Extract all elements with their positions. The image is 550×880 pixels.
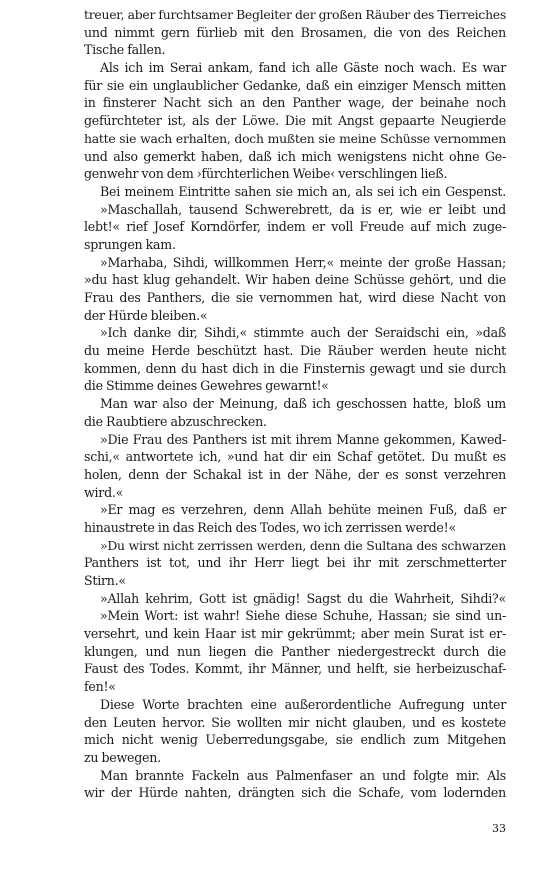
text-line: Tische fallen.: [84, 42, 166, 58]
text-line: schi,« antwortete ich, »und hat dir ein Schaf getötet. Du mußt es: [84, 449, 506, 465]
text-line: »Er mag es verzehren, denn Allah behüte meinen Fuß, daß er: [100, 502, 506, 518]
text-line: holen, denn der Schakal ist in der Nähe, der es sonst verzehren: [84, 466, 506, 482]
text-line: und nimmt gern fürlieb mit den Brosamen, die von des Reichen: [84, 24, 506, 40]
text-line: Stirn.«: [84, 573, 126, 588]
text-line: den Leuten hervor. Sie wollten mir nicht glauben, und es kostete: [84, 714, 506, 730]
text-line: du meine Herde beschützt hast. Die Räuber werden heute nicht: [84, 343, 506, 359]
text-line: zu bewegen.: [84, 749, 161, 765]
text-line: die Raubtiere abzuschrecken.: [84, 413, 267, 429]
text-line: Man war also der Meinung, daß ich geschossen hatte, bloß um: [100, 396, 506, 412]
page-number: 33: [492, 822, 506, 835]
text-line: genwehr von dem ›fürchterlichen Weibe‹ verschlingen ließ.: [84, 166, 448, 182]
text-line: in finsterer Nacht sich an den Panther wage, der beinahe noch: [84, 95, 506, 111]
text-line: »Allah kehrim, Gott ist gnädig! Sagst du die Wahrheit, Sihdi?«: [100, 590, 506, 606]
text-line: »Maschallah, tausend Schwerebrett, da is er, wie er leibt und: [100, 201, 506, 217]
text-line: Faust des Todes. Kommt, ihr Männer, und helft, sie herbeizuschaf-: [84, 661, 506, 677]
text-line: fen!«: [84, 679, 116, 695]
text-line: »Die Frau des Panthers ist mit ihrem Manne gekommen, Kawed-: [100, 431, 506, 447]
text-line: gefürchteter ist, als der Löwe. Die mit Angst gepaarte Neugierde: [84, 113, 506, 129]
text-line: Panthers ist tot, und ihr Herr liegt bei ihr mit zerschmetterter: [84, 555, 506, 571]
text-line: lebt!« rief Josef Korndörfer, indem er voll Freude auf mich zuge-: [84, 219, 506, 235]
text-line: »Mein Wort: ist wahr! Siehe diese Schuhe, Hassan; sie sind un-: [100, 608, 506, 624]
page-text-block: [84, 6, 506, 802]
text-line: Frau des Panthers, die sie vernommen hat, wird diese Nacht von: [84, 290, 506, 305]
text-line: mich nicht wenig Ueberredungsgabe, sie endlich zum Mitgehen: [84, 732, 506, 748]
text-line: treuer, aber furchtsamer Begleiter der großen Räuber des Tierreiches: [84, 7, 506, 22]
text-line: »Marhaba, Sihdi, willkommen Herr,« meinte der große Hassan;: [100, 254, 506, 270]
text-line: versehrt, und kein Haar ist mir gekrümmt; aber mein Surat ist er-: [84, 626, 506, 642]
text-line: »Ich danke dir, Sihdi,« stimmte auch der Seraidschi ein, »daß: [100, 325, 506, 341]
text-line: hatte sie wach erhalten, doch mußten sie meine Schüsse vernommen: [84, 130, 506, 146]
text-line: Man brannte Fackeln aus Palmenfaser an und folgte mir. Als: [100, 767, 506, 783]
text-line: sprungen kam.: [84, 236, 176, 252]
text-line: wird.«: [84, 484, 124, 500]
text-line: »du hast klug gehandelt. Wir haben deine Schüsse gehört, und die: [84, 272, 506, 288]
text-line: für sie ein unglaublicher Gedanke, daß ein einziger Mensch mitten: [84, 77, 506, 93]
text-line: hinaustrete in das Reich des Todes, wo ich zerrissen werde!«: [84, 519, 456, 535]
text-line: »Du wirst nicht zerrissen werden, denn die Sultana des schwarzen: [100, 537, 506, 553]
text-line: Diese Worte brachten eine außerordentliche Aufregung unter: [100, 696, 506, 712]
text-line: Als ich im Serai ankam, fand ich alle Gäste noch wach. Es war: [100, 60, 506, 76]
text-line: die Stimme deines Gewehres gewarnt!«: [84, 378, 329, 394]
text-line: und also gemerkt haben, daß ich mich wenigstens nicht ohne Ge-: [84, 148, 506, 164]
text-line: klungen, und nun liegen die Panther niedergestreckt durch die: [84, 643, 506, 659]
text-line: der Hürde bleiben.«: [84, 307, 208, 323]
text-line: kommen, denn du hast dich in die Finsternis gewagt und sie durch: [84, 360, 506, 376]
text-line: wir der Hürde nahten, drängten sich die Schafe, vom lodernden: [84, 785, 506, 801]
text-line: Bei meinem Eintritte sahen sie mich an, als sei ich ein Gespenst.: [100, 183, 506, 199]
